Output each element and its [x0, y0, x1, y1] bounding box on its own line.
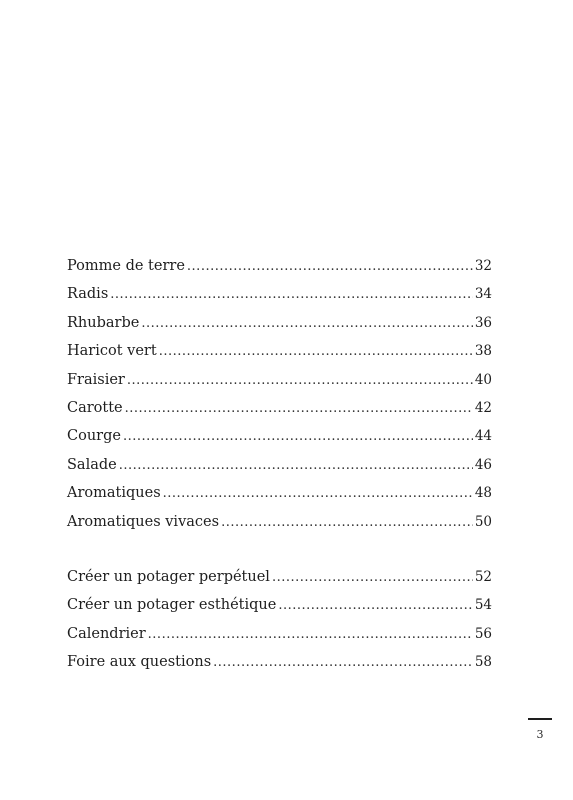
- toc-entry-page: 34: [474, 286, 492, 303]
- toc-entry-page: 50: [474, 513, 492, 530]
- dot-leader: [163, 480, 473, 508]
- toc-entry-title: Créer un potager perpétuel: [67, 569, 270, 585]
- toc-entry-page: 42: [474, 399, 492, 416]
- toc-entry-title: Pomme de terre: [67, 258, 185, 274]
- toc-entry-page: 38: [474, 343, 492, 360]
- toc-entry[interactable]: [67, 366, 492, 394]
- toc-entry-page: 54: [474, 597, 492, 614]
- dot-leader: [110, 281, 473, 309]
- dot-leader: [213, 649, 473, 677]
- toc-entry-title: Calendrier: [67, 625, 146, 642]
- toc-entry[interactable]: [67, 648, 492, 676]
- dot-leader: [127, 367, 473, 395]
- toc-entry-page: 46: [474, 456, 492, 473]
- toc-entry[interactable]: [67, 479, 492, 507]
- toc-entry-page: 52: [474, 569, 492, 585]
- toc-entry-title: Fraisier: [67, 371, 125, 388]
- toc-entry[interactable]: [67, 422, 492, 450]
- dot-leader: [159, 338, 473, 366]
- dot-leader: [187, 253, 473, 281]
- dot-leader: [119, 452, 473, 480]
- toc-entry-title: Aromatiques: [67, 485, 161, 502]
- dot-leader: [278, 592, 472, 620]
- toc-entry-title: Rhubarbe: [67, 314, 140, 331]
- dot-leader: [141, 310, 472, 338]
- dot-leader: [125, 395, 473, 423]
- toc-entry-page: 40: [474, 371, 492, 388]
- toc-entry-page: 58: [474, 654, 492, 671]
- toc-section-guides: [67, 563, 492, 677]
- toc-entry-page: 48: [474, 485, 492, 502]
- toc-entry[interactable]: [67, 309, 492, 337]
- toc-entry[interactable]: [67, 252, 492, 280]
- toc-entry-title: Courge: [67, 428, 121, 445]
- folio-rule: [528, 718, 552, 720]
- toc-entry-title: Aromatiques vivaces: [67, 513, 220, 530]
- toc-entry[interactable]: [67, 451, 492, 479]
- toc-entry[interactable]: [67, 337, 492, 365]
- dot-leader: [123, 423, 473, 451]
- toc-entry-title: Foire aux questions: [67, 654, 212, 671]
- dot-leader: [148, 621, 473, 649]
- dot-leader: [221, 509, 473, 537]
- page-number: 3: [536, 728, 544, 741]
- toc-entry-page: 32: [474, 258, 492, 274]
- toc-entry-title: Salade: [67, 456, 117, 473]
- toc-entry[interactable]: [67, 591, 492, 619]
- toc-entry-title: Créer un potager esthétique: [67, 597, 277, 614]
- toc-entry-page: 44: [474, 428, 492, 445]
- dot-leader: [272, 564, 473, 592]
- toc-entry-title: Haricot vert: [67, 343, 157, 360]
- toc-entry-title: Radis: [67, 286, 109, 303]
- toc-entry-title: Carotte: [67, 399, 123, 416]
- toc-entry[interactable]: [67, 508, 492, 536]
- toc-section-vegetables: [67, 252, 492, 536]
- toc-entry-page: 36: [474, 314, 492, 331]
- toc-entry[interactable]: [67, 620, 492, 648]
- toc-entry[interactable]: [67, 280, 492, 308]
- toc-entry[interactable]: [67, 394, 492, 422]
- toc-entry[interactable]: [67, 563, 492, 591]
- toc-entry-page: 56: [474, 625, 492, 642]
